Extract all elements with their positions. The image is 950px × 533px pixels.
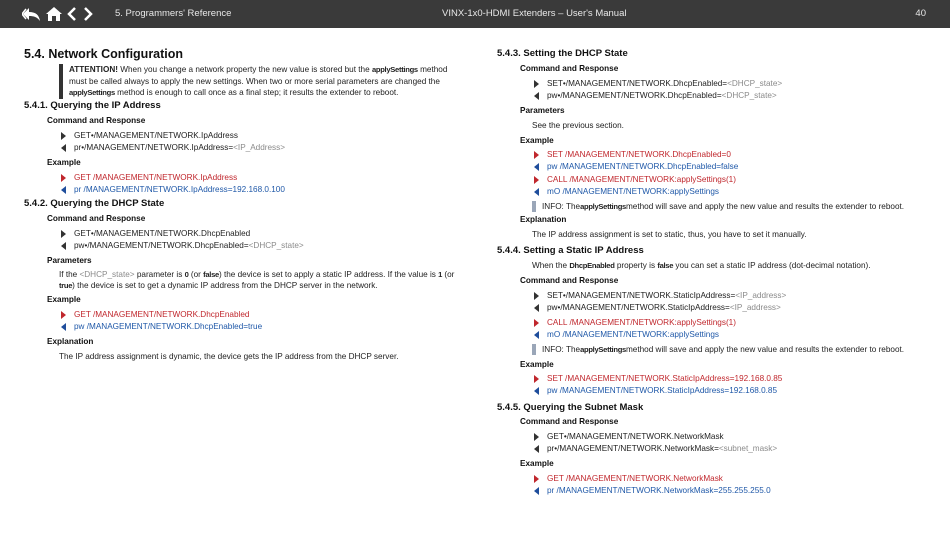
command-line: CALL /MANAGEMENT/NETWORK:applySettings(1) — [533, 318, 736, 327]
arrow-left-icon — [60, 242, 68, 250]
explanation-text: The IP address assignment is dynamic, the device gets the IP address from the DHCP server. — [59, 352, 399, 361]
arrow-left-icon — [533, 331, 541, 339]
response-line: pw•/MANAGEMENT/NETWORK.StaticIpAddress= <IP_address> — [533, 303, 781, 312]
response-line: pr•/MANAGEMENT/NETWORK.NetworkMask= <subnet_mask> — [533, 444, 777, 453]
label-parameters: Parameters — [520, 106, 565, 115]
response-line: pr•/MANAGEMENT/NETWORK.IpAddress= <IP_Address> — [60, 143, 285, 152]
command-line: GET•/MANAGEMENT/NETWORK.NetworkMask — [533, 432, 724, 441]
attention-text-3: method is enough to call once as a final step; it results the extender to reboot. — [114, 88, 399, 97]
arrow-right-icon — [60, 311, 68, 319]
label-explanation: Explanation — [47, 337, 94, 346]
response-line: pw•/MANAGEMENT/NETWORK.DhcpEnabled= <DHCP_state> — [60, 241, 304, 250]
arrow-right-icon — [60, 230, 68, 238]
command-line: GET•/MANAGEMENT/NETWORK.IpAddress — [60, 131, 238, 140]
command-line: SET•/MANAGEMENT/NETWORK.StaticIpAddress= <IP_address> — [533, 291, 786, 300]
example-response: pw /MANAGEMENT/NETWORK.StaticIpAddress=192.168.0.85 — [533, 386, 777, 395]
heading-5-4-3: 5.4.3. Setting the DHCP State — [497, 48, 628, 59]
arrow-left-icon — [60, 144, 68, 152]
home-icon[interactable] — [45, 4, 63, 24]
arrow-right-icon — [533, 475, 541, 483]
chevron-right-icon[interactable] — [82, 4, 94, 24]
label-command-response: Command and Response — [520, 64, 619, 73]
example-command: GET /MANAGEMENT/NETWORK.NetworkMask — [533, 474, 723, 483]
info-note: INFO: The applySettings method will save and apply the new value and results the extender to reboot. — [532, 201, 904, 212]
arrow-left-icon — [533, 445, 541, 453]
attention-text-2: method must be called always to apply the new settings. When two or more serial parameters are changed the — [69, 65, 448, 86]
label-command-response: Command and Response — [520, 276, 619, 285]
example-command: GET /MANAGEMENT/NETWORK.DhcpEnabled — [60, 310, 249, 319]
example-response: mO /MANAGEMENT/NETWORK:applySettings — [533, 187, 719, 196]
arrow-right-icon — [533, 292, 541, 300]
chevron-left-icon[interactable] — [66, 4, 78, 24]
example-command: CALL /MANAGEMENT/NETWORK:applySettings(1) — [533, 175, 736, 184]
command-line: SET•/MANAGEMENT/NETWORK.DhcpEnabled= <DHCP_state> — [533, 79, 782, 88]
example-response: pr /MANAGEMENT/NETWORK.IpAddress=192.168.0.100 — [60, 185, 285, 194]
label-example: Example — [520, 459, 554, 468]
arrow-left-icon — [60, 186, 68, 194]
label-example: Example — [520, 360, 554, 369]
back-all-icon[interactable] — [22, 4, 42, 24]
arrow-right-icon — [533, 80, 541, 88]
arrow-left-icon — [533, 487, 541, 495]
arrow-right-icon — [60, 174, 68, 182]
label-example: Example — [47, 295, 81, 304]
section-title: 5.4. Network Configuration — [24, 47, 184, 61]
arrow-right-icon — [533, 319, 541, 327]
attention-keyword-2: applySettings — [69, 88, 115, 97]
arrow-left-icon — [533, 304, 541, 312]
arrow-right-icon — [533, 176, 541, 184]
heading-5-4-1: 5.4.1. Querying the IP Address — [24, 100, 161, 111]
example-response: pr /MANAGEMENT/NETWORK.NetworkMask=255.255.255.0 — [533, 486, 771, 495]
arrow-left-icon — [533, 163, 541, 171]
top-toolbar — [0, 0, 950, 28]
arrow-right-icon — [533, 375, 541, 383]
label-parameters: Parameters — [47, 256, 92, 265]
arrow-left-icon — [60, 323, 68, 331]
page-number: 40 — [915, 8, 926, 19]
parameter-description-cont: true) the device is set to get a dynamic IP address from the DHCP server in the network. — [59, 281, 378, 290]
response-line: mO /MANAGEMENT/NETWORK:applySettings — [533, 330, 719, 339]
arrow-right-icon — [533, 151, 541, 159]
heading-5-4-5: 5.4.5. Querying the Subnet Mask — [497, 402, 644, 413]
example-command: SET /MANAGEMENT/NETWORK.DhcpEnabled=0 — [533, 150, 731, 159]
parameter-text: See the previous section. — [532, 121, 624, 130]
info-bar — [532, 344, 536, 355]
document-title: VINX-1x0-HDMI Extenders – User's Manual — [442, 8, 627, 19]
info-note: INFO: The applySettings method will save and apply the new value and results the extender to reboot. — [532, 344, 904, 355]
label-command-response: Command and Response — [520, 417, 619, 426]
arrow-left-icon — [533, 188, 541, 196]
arrow-left-icon — [533, 92, 541, 100]
breadcrumb[interactable]: 5. Programmers' Reference — [115, 8, 232, 19]
explanation-text: The IP address assignment is set to static, thus, you have to set it manually. — [532, 230, 807, 239]
label-example: Example — [520, 136, 554, 145]
info-bar — [532, 201, 536, 212]
example-response: pw /MANAGEMENT/NETWORK.DhcpEnabled=true — [60, 322, 262, 331]
arrow-right-icon — [60, 132, 68, 140]
attention-keyword-1: applySettings — [371, 65, 418, 74]
label-explanation: Explanation — [520, 215, 567, 224]
attention-text-1: When you change a network property the new value is stored but the — [117, 65, 372, 74]
attention-label: ATTENTION! — [69, 65, 118, 74]
intro-text: When the DhcpEnabled property is false you can set a static IP address (dot-decimal notation). — [532, 261, 871, 270]
heading-5-4-2: 5.4.2. Querying the DHCP State — [24, 198, 165, 209]
label-command-response: Command and Response — [47, 214, 146, 223]
label-command-response: Command and Response — [47, 116, 146, 125]
example-command: SET /MANAGEMENT/NETWORK.StaticIpAddress=192.168.0.85 — [533, 374, 782, 383]
parameter-description: If the <DHCP_state> parameter is 0 (or false) the device is set to apply a static IP address. If the value is 1 (or — [59, 270, 455, 279]
heading-5-4-4: 5.4.4. Setting a Static IP Address — [497, 245, 644, 256]
example-command: GET /MANAGEMENT/NETWORK.IpAddress — [60, 173, 237, 182]
label-example: Example — [47, 158, 81, 167]
example-response: pw /MANAGEMENT/NETWORK.DhcpEnabled=false — [533, 162, 738, 171]
arrow-left-icon — [533, 387, 541, 395]
response-line: pw•/MANAGEMENT/NETWORK.DhcpEnabled= <DHCP_state> — [533, 91, 777, 100]
arrow-right-icon — [533, 433, 541, 441]
command-line: GET•/MANAGEMENT/NETWORK.DhcpEnabled — [60, 229, 250, 238]
attention-note — [59, 64, 455, 99]
